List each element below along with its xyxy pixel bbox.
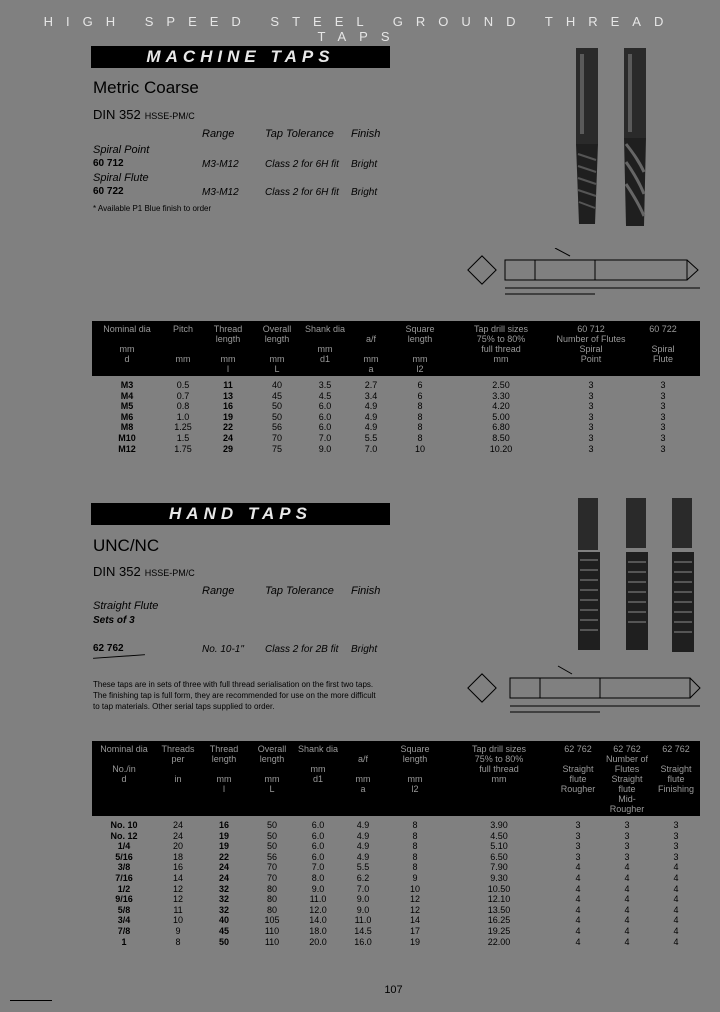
hand-header-8: 62 762 Straight flute Rougher [554, 741, 602, 816]
machine-cell: 3 [588, 422, 594, 433]
machine-table-body [92, 376, 700, 454]
machine-cell: 7.0 [318, 432, 332, 443]
hand-header-2: Thread length mm l [200, 741, 248, 816]
hand-cell: 3 [624, 851, 630, 862]
hand-cell: 14.0 [309, 915, 327, 926]
machine-cell: 22 [222, 422, 233, 433]
machine-taps-table [92, 321, 700, 454]
machine-cell: M4 [120, 390, 134, 401]
hand-cell: 16 [172, 862, 183, 873]
hand-cell: 20 [172, 841, 183, 852]
machine-cell: 29 [222, 443, 233, 454]
hand-cell: 14 [172, 872, 183, 883]
machine-cell: 6.0 [318, 411, 332, 422]
hand-finish: Bright [351, 644, 378, 655]
machine-cell: 6 [417, 380, 423, 390]
page-header: HIGH SPEED STEEL GROUND THREAD TAPS [43, 14, 677, 44]
machine-cell: 3 [660, 401, 666, 412]
hand-cell: 4 [673, 894, 679, 905]
hand-cell: 70 [266, 862, 277, 873]
hand-cell: 4 [575, 936, 581, 947]
hand-cell: 3 [624, 841, 630, 852]
hand-tolerance: Class 2 for 2B fit [265, 644, 339, 655]
hand-cell: 9.30 [490, 872, 508, 883]
hand-header-9: 62 762 Number of Flutes Straight flute Mid-Rougher [602, 741, 652, 816]
machine-cell: 75 [271, 443, 282, 454]
machine-cell: 2.7 [364, 380, 378, 390]
machine-cell: 3 [660, 432, 666, 443]
hand-cell: 4 [673, 936, 679, 947]
machine-cell: 3 [588, 380, 594, 390]
machine-cell: 3 [588, 401, 594, 412]
table-row [92, 852, 700, 863]
hand-cell: 4 [624, 872, 630, 883]
table-row [92, 894, 700, 905]
hand-tap-dimension-diagram [460, 664, 710, 720]
table-row [92, 873, 700, 884]
machine-cell: 0.7 [176, 390, 190, 401]
table-row [92, 816, 700, 831]
hand-cell: 8 [175, 936, 181, 947]
hand-cell: 4 [575, 883, 581, 894]
hand-cell: 3 [575, 841, 581, 852]
hand-cell: 19 [218, 830, 229, 841]
hand-cell: 22 [218, 851, 229, 862]
hand-cell: 40 [218, 915, 229, 926]
machine-cell: 1.25 [174, 422, 192, 433]
hand-cell: 17 [409, 925, 420, 936]
machine-header-6: Square length mm l2 [394, 321, 446, 376]
spiral-point-range: M3-M12 [202, 159, 239, 170]
hand-cell: 1/2 [117, 883, 131, 894]
hand-cell: 12 [172, 894, 183, 905]
hand-cell: 6.0 [311, 830, 325, 841]
hand-cell: 3.90 [490, 820, 508, 830]
machine-cell: 50 [271, 401, 282, 412]
hand-cell: 4 [575, 862, 581, 873]
machine-cell: 8 [417, 401, 423, 412]
hand-cell: 3 [673, 841, 679, 852]
table-row [92, 433, 700, 444]
hand-cell: 3 [673, 851, 679, 862]
table-row [92, 884, 700, 895]
hand-header-5: a/f mm a [340, 741, 386, 816]
hand-cell: 4 [673, 862, 679, 873]
machine-din-material: HSSE-PM/C [144, 111, 195, 121]
hand-cell: 4 [673, 915, 679, 926]
machine-cell: 1.0 [176, 411, 190, 422]
hand-cell: 12 [172, 883, 183, 894]
machine-cell: 3 [588, 390, 594, 401]
machine-cell: 13 [222, 390, 233, 401]
table-row [92, 422, 700, 433]
machine-header-2: Thread length mm l [204, 321, 252, 376]
spiral-flute-tap-icon [624, 48, 646, 226]
hand-cell: 16.25 [487, 915, 511, 926]
machine-cell: 8 [417, 411, 423, 422]
hand-taps-table [92, 741, 700, 947]
hand-cell: 11.0 [354, 915, 372, 926]
machine-cell: 6.0 [318, 401, 332, 412]
hand-cell: 19.25 [487, 925, 511, 936]
hand-cell: 4 [624, 936, 630, 947]
hand-cell: 4.9 [356, 851, 370, 862]
table-row [92, 915, 700, 926]
table-row [92, 926, 700, 937]
machine-cell: 56 [271, 422, 282, 433]
hand-table-header [92, 741, 700, 816]
hand-cell: 4.50 [490, 830, 508, 841]
hand-cell: 80 [266, 894, 277, 905]
hand-cell: 45 [218, 925, 229, 936]
page-number: 107 [384, 984, 403, 996]
hand-cell: 3 [575, 851, 581, 862]
hand-cell: 7.0 [356, 883, 370, 894]
hand-cell: 5/16 [115, 851, 133, 862]
hand-cell: 4 [624, 915, 630, 926]
hand-cell: 16.0 [354, 936, 372, 947]
hand-cell: 4 [575, 915, 581, 926]
table-row [92, 831, 700, 842]
hand-header-10: 62 762 Straight flute Finishing [652, 741, 700, 816]
hand-cell: 50 [218, 936, 229, 947]
hand-cell: 4 [624, 862, 630, 873]
table-row [92, 905, 700, 916]
hand-cell: 24 [218, 862, 229, 873]
hand-cell: 9 [412, 872, 418, 883]
spiral-flute-label: Spiral Flute [93, 172, 149, 184]
hand-cell: 4 [673, 883, 679, 894]
machine-cell: 16 [222, 401, 233, 412]
spiral-point-tolerance: Class 2 for 6H fit [265, 159, 339, 170]
hand-col-range: Range [202, 585, 235, 597]
hand-cell: 4.9 [356, 830, 370, 841]
hand-cell: 7/8 [117, 925, 131, 936]
machine-cell: 2.50 [492, 380, 510, 390]
machine-cell: 3 [588, 411, 594, 422]
hand-table-body [92, 816, 700, 947]
table-row [92, 391, 700, 402]
hand-cell: 14.5 [354, 925, 372, 936]
machine-cell: 6 [417, 390, 423, 401]
machine-cell: 10.20 [489, 443, 513, 454]
hand-cell: 1 [121, 936, 127, 947]
hand-cell: 9/16 [115, 894, 133, 905]
hand-cell: 1/4 [117, 841, 131, 852]
machine-cell: 19 [222, 411, 233, 422]
spiral-point-label: Spiral Point [93, 144, 150, 156]
machine-cell: 11 [223, 380, 233, 390]
machine-cell: 4.9 [364, 401, 378, 412]
hand-cell: 4.9 [356, 820, 370, 830]
hand-cell: 3 [624, 830, 630, 841]
machine-cell: 3 [588, 443, 594, 454]
hand-cell: 24 [172, 830, 183, 841]
machine-cell: 5.5 [364, 432, 378, 443]
footer-rule [10, 1000, 52, 1001]
machine-col-range: Range [202, 128, 235, 140]
machine-header-0: Nominal dia mm d [92, 321, 162, 376]
hand-cell: 50 [266, 820, 277, 830]
hand-cell: 105 [264, 915, 280, 926]
spiral-flute-tolerance: Class 2 for 6H fit [265, 187, 339, 198]
hand-cell: 16 [218, 820, 229, 830]
hand-col-tolerance: Tap Tolerance [265, 585, 334, 597]
hand-cell: 12 [409, 904, 420, 915]
hand-cell: 3 [575, 830, 581, 841]
machine-cell: 7.0 [364, 443, 378, 454]
machine-taps-photo [568, 44, 668, 234]
hand-taps-band: HAND TAPS [91, 503, 390, 525]
machine-header-1: Pitch mm [162, 321, 204, 376]
machine-subtitle: Metric Coarse [93, 78, 199, 97]
spiral-flute-finish: Bright [351, 187, 378, 198]
hand-cell: 4 [624, 925, 630, 936]
machine-col-finish: Finish [351, 128, 381, 140]
hand-cell: 70 [266, 872, 277, 883]
hand-cell: 10 [172, 915, 183, 926]
hand-din-material: HSSE-PM/C [144, 568, 195, 578]
hand-cell: 8 [412, 841, 418, 852]
machine-cell: 24 [222, 432, 233, 443]
hand-subtitle: UNC/NC [93, 536, 160, 555]
hand-taps-photo [570, 496, 700, 658]
hand-cell: 3 [575, 820, 581, 830]
hand-cell: 8.0 [311, 872, 325, 883]
table-row [92, 401, 700, 412]
hand-cell: 12.10 [487, 894, 511, 905]
hand-din [93, 564, 195, 579]
hand-cell: 5.10 [490, 841, 508, 852]
hand-cell: 8 [412, 820, 418, 830]
hand-cell: 3/8 [117, 862, 131, 873]
hand-cell: 9.0 [356, 904, 370, 915]
machine-cell: 6.80 [492, 422, 510, 433]
machine-table-header [92, 321, 700, 376]
machine-cell: 8 [417, 422, 423, 433]
machine-cell: 45 [271, 390, 282, 401]
machine-din [93, 107, 195, 122]
machine-cell: 3.5 [318, 380, 332, 390]
machine-cell: 1.5 [176, 432, 190, 443]
machine-cell: M6 [120, 411, 134, 422]
hand-cell: 6.0 [311, 820, 325, 830]
hand-cell: 8 [412, 851, 418, 862]
machine-cell: 3 [660, 422, 666, 433]
hand-cell: 8 [412, 830, 418, 841]
table-row [92, 937, 700, 948]
machine-cell: 8 [417, 432, 423, 443]
machine-cell: 4.20 [492, 401, 510, 412]
machine-cell: 0.8 [176, 401, 190, 412]
hand-din-number: DIN 352 [93, 564, 141, 579]
table-row [92, 376, 700, 391]
hand-cell: 4 [673, 925, 679, 936]
hand-note-line-1: These taps are in sets of three with full thread serialisation on the first two taps. [93, 680, 374, 689]
machine-cell: 3 [660, 390, 666, 401]
hand-cell: 32 [218, 894, 229, 905]
hand-cell: 18.0 [309, 925, 327, 936]
hand-cell: 32 [218, 883, 229, 894]
machine-cell: 3 [660, 443, 666, 454]
hand-cell: 80 [266, 904, 277, 915]
table-row [92, 412, 700, 423]
hand-cell: 5/8 [117, 904, 131, 915]
finishing-tap-icon [672, 498, 694, 652]
hand-note [93, 679, 423, 712]
hand-cell: 24 [172, 820, 183, 830]
machine-taps-band: MACHINE TAPS [91, 46, 390, 68]
hand-cell: 13.50 [487, 904, 511, 915]
hand-cell: 3 [624, 820, 630, 830]
hand-cell: 4 [575, 872, 581, 883]
machine-cell: 3 [660, 380, 666, 390]
machine-header-4: Shank dia mm d1 [302, 321, 348, 376]
hand-cell: 110 [264, 925, 280, 936]
machine-cell: 40 [271, 380, 282, 390]
hand-cell: 9.0 [356, 894, 370, 905]
hand-cell: 8 [412, 862, 418, 873]
hand-cell: 4 [673, 904, 679, 915]
machine-cell: 4.9 [364, 422, 378, 433]
hand-cell: 4 [624, 904, 630, 915]
hand-note-line-3: to tap materials. Other serial taps supplied to order. [93, 702, 275, 711]
machine-cell: 3 [660, 411, 666, 422]
machine-cell: 1.75 [174, 443, 192, 454]
hand-cell: 32 [218, 904, 229, 915]
machine-cell: 8.50 [492, 432, 510, 443]
hand-cell: 11.0 [309, 894, 327, 905]
hand-cell: 4 [624, 883, 630, 894]
hand-range: No. 10-1" [202, 644, 244, 655]
machine-header-5: a/f mm a [348, 321, 394, 376]
machine-cell: M10 [118, 432, 136, 443]
hand-cell: 110 [264, 936, 280, 947]
hand-cell: 10.50 [487, 883, 511, 894]
hand-cell: 4 [575, 925, 581, 936]
hand-cell: No. 12 [110, 830, 138, 841]
spiral-point-tap-icon [576, 48, 598, 224]
rougher-tap-icon [578, 498, 600, 650]
hand-cell: 3/4 [117, 915, 131, 926]
hand-cell: 50 [266, 830, 277, 841]
hand-cell: 7/16 [115, 872, 133, 883]
hand-cell: 4 [575, 904, 581, 915]
machine-header-7: Tap drill sizes 75% to 80% full thread mm [446, 321, 556, 376]
hand-cell: 7.90 [490, 862, 508, 873]
hand-cell: 7.0 [311, 862, 325, 873]
machine-cell: 4.9 [364, 411, 378, 422]
hand-cell: 9 [175, 925, 181, 936]
hand-cell: 18 [172, 851, 183, 862]
machine-cell: 10 [414, 443, 425, 454]
machine-cell: 3.4 [364, 390, 378, 401]
machine-header-3: Overall length mm L [252, 321, 302, 376]
machine-cell: M8 [120, 422, 134, 433]
hand-cell: No. 10 [110, 820, 138, 830]
spiral-point-finish: Bright [351, 159, 378, 170]
machine-cell: 0.5 [176, 380, 190, 390]
mid-rougher-tap-icon [626, 498, 648, 650]
hand-cell: 19 [218, 841, 229, 852]
machine-cell: 4.5 [318, 390, 332, 401]
hand-cell: 6.2 [356, 872, 370, 883]
hand-cell: 12 [409, 894, 420, 905]
hand-header-1: Threads per in [156, 741, 200, 816]
spiral-flute-range: M3-M12 [202, 187, 239, 198]
machine-tap-dimension-diagram [460, 248, 710, 300]
table-row [92, 841, 700, 852]
hand-cell: 3 [673, 820, 679, 830]
hand-cell: 19 [409, 936, 420, 947]
table-row [92, 444, 700, 455]
machine-cell: M3 [120, 380, 134, 390]
hand-cell: 6.0 [311, 841, 325, 852]
hand-cell: 6.0 [311, 851, 325, 862]
machine-cell: 50 [271, 411, 282, 422]
hand-cell: 4 [575, 894, 581, 905]
hand-code-underline [93, 654, 145, 659]
sets-label: Sets of 3 [93, 615, 135, 626]
machine-cell: 9.0 [318, 443, 332, 454]
machine-header-9: 60 722 Spiral Flute [626, 321, 700, 376]
hand-cell: 56 [266, 851, 277, 862]
hand-header-3: Overall length mm L [248, 741, 296, 816]
hand-cell: 22.00 [487, 936, 511, 947]
hand-header-0: Nominal dia No./in d [92, 741, 156, 816]
hand-header-6: Square length mm l2 [386, 741, 444, 816]
hand-cell: 6.50 [490, 851, 508, 862]
machine-cell: 6.0 [318, 422, 332, 433]
hand-cell: 3 [673, 830, 679, 841]
hand-col-finish: Finish [351, 585, 381, 597]
machine-cell: M12 [118, 443, 136, 454]
hand-cell: 4 [624, 894, 630, 905]
hand-note-line-2: The finishing tap is full form, they are recommended for use on the more difficult [93, 691, 376, 700]
spiral-flute-code: 60 722 [93, 186, 124, 197]
hand-cell: 11 [173, 904, 183, 915]
hand-cell: 50 [266, 841, 277, 852]
hand-cell: 9.0 [311, 883, 325, 894]
straight-flute-label: Straight Flute [93, 600, 159, 612]
machine-cell: 70 [271, 432, 282, 443]
hand-cell: 4 [673, 872, 679, 883]
machine-cell: M5 [120, 401, 134, 412]
machine-cell: 3.30 [492, 390, 510, 401]
hand-cell: 24 [218, 872, 229, 883]
machine-din-number: DIN 352 [93, 107, 141, 122]
spiral-point-code: 60 712 [93, 158, 124, 169]
hand-cell: 10 [409, 883, 420, 894]
machine-header-8: 60 712 Number of Flutes Spiral Point [556, 321, 626, 376]
machine-note: * Available P1 Blue finish to order [93, 204, 212, 213]
hand-code: 62 762 [93, 643, 124, 654]
machine-cell: 3 [588, 432, 594, 443]
table-row [92, 862, 700, 873]
hand-cell: 14 [409, 915, 420, 926]
hand-header-7: Tap drill sizes 75% to 80% full thread mm [444, 741, 554, 816]
machine-col-tolerance: Tap Tolerance [265, 128, 334, 140]
hand-cell: 12.0 [309, 904, 327, 915]
machine-cell: 5.00 [492, 411, 510, 422]
hand-cell: 5.5 [356, 862, 370, 873]
hand-cell: 4.9 [356, 841, 370, 852]
hand-cell: 80 [266, 883, 277, 894]
hand-cell: 20.0 [309, 936, 327, 947]
hand-header-4: Shank dia mm d1 [296, 741, 340, 816]
